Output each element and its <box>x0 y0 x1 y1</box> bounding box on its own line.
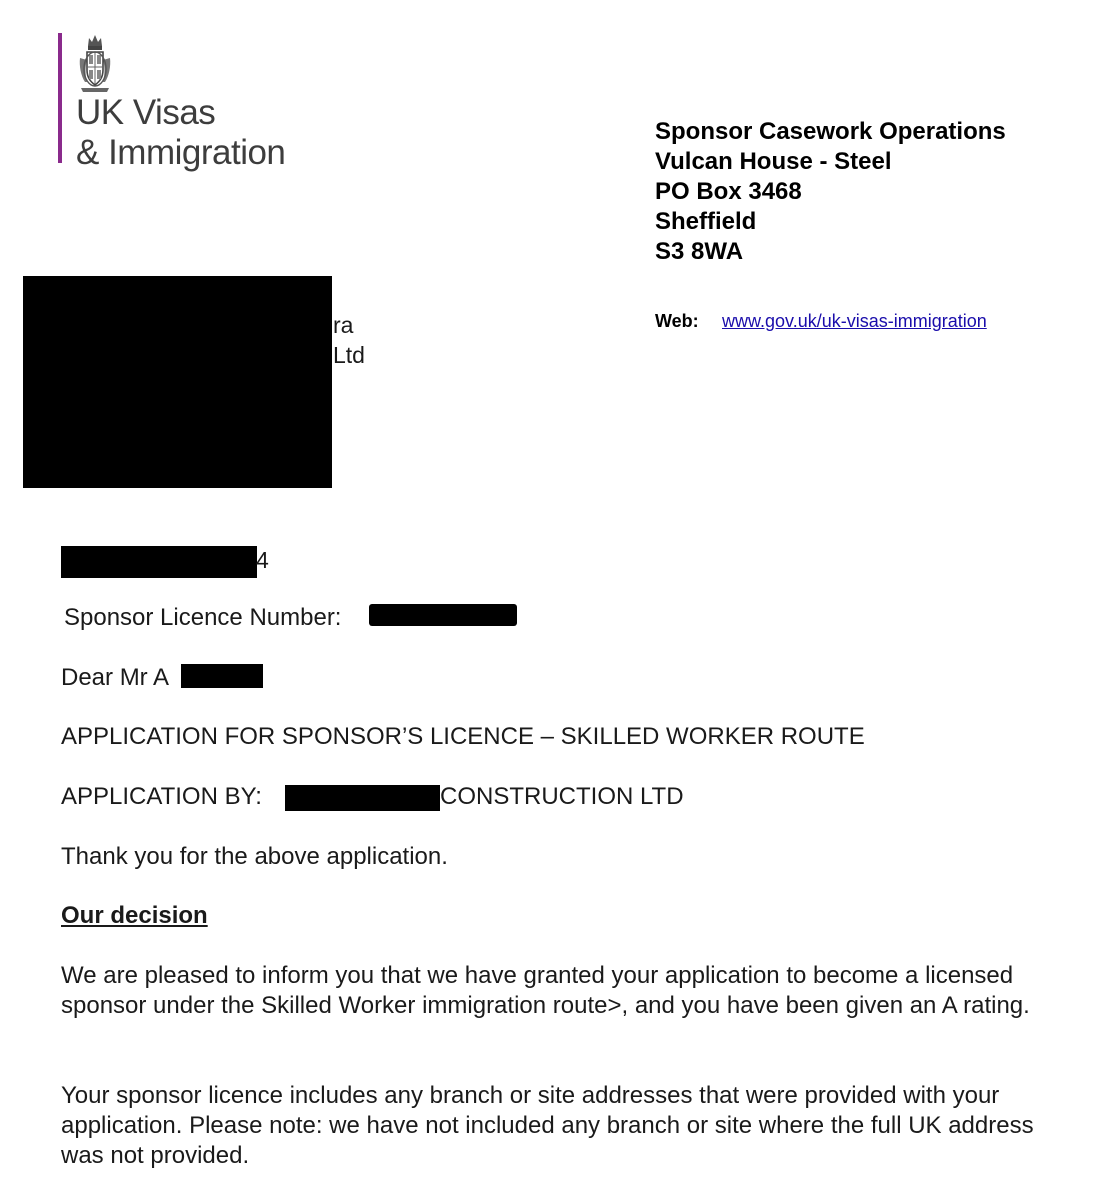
licence-scope-paragraph: Your sponsor licence includes any branch or site addresses that were provided with your application. Please note: we have not included any branch or site where the full UK address was not provided. <box>61 1082 1034 1169</box>
logo-text-uk-visas: UK Visas <box>76 93 216 132</box>
redacted-applicant-name <box>285 785 440 811</box>
redacted-recipient-surname <box>181 664 263 688</box>
redacted-licence-number <box>369 604 517 626</box>
recipient-company-fragment: Ltd <box>333 342 365 368</box>
logo-text-immigration: & Immigration <box>76 133 286 172</box>
subject-line: APPLICATION FOR SPONSOR’S LICENCE – SKILLED WORKER ROUTE <box>61 723 865 750</box>
logo-accent-bar <box>58 33 62 163</box>
web-label: Web: <box>655 311 699 331</box>
sender-address-line: PO Box 3468 <box>655 178 802 205</box>
sender-address-line: Vulcan House - Steel <box>655 148 892 175</box>
decision-heading: Our decision <box>61 902 208 929</box>
sponsor-licence-label: Sponsor Licence Number: <box>64 604 342 631</box>
web-link[interactable]: www.gov.uk/uk-visas-immigration <box>722 311 987 331</box>
application-by-label: APPLICATION BY: <box>61 783 262 810</box>
salutation: Dear Mr A <box>61 664 170 691</box>
decision-paragraph: We are pleased to inform you that we have granted your application to become a licensed sponsor under the Skilled Worker immigration route>, and you have been given an A rating. <box>61 962 1030 1019</box>
recipient-name-fragment: ra <box>333 312 354 338</box>
sender-address <box>655 117 1006 267</box>
redacted-reference <box>61 546 257 578</box>
royal-coat-of-arms-icon <box>77 32 113 94</box>
redacted-recipient-address <box>23 276 332 488</box>
reference-fragment: 4 <box>256 547 269 573</box>
applicant-company-suffix: CONSTRUCTION LTD <box>440 783 684 810</box>
sender-address-line: Sheffield <box>655 208 757 235</box>
sender-address-line: Sponsor Casework Operations <box>655 118 1006 145</box>
sender-address-line: S3 8WA <box>655 238 744 265</box>
thanks-line: Thank you for the above application. <box>61 843 448 870</box>
